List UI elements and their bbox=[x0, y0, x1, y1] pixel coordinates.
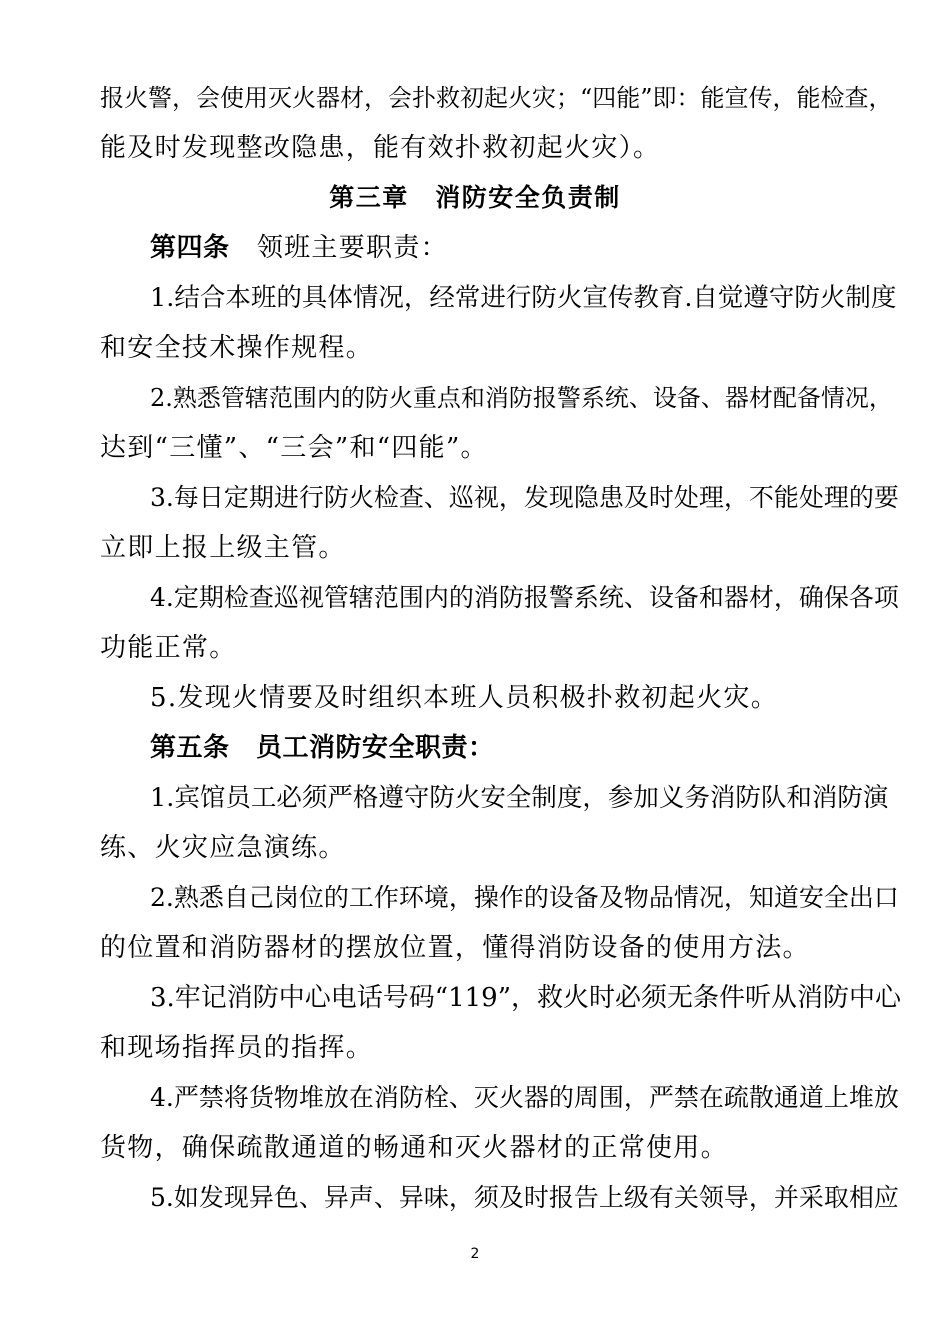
article-4-subtitle: 领班主要职责： bbox=[229, 233, 448, 263]
page-number: 2 bbox=[470, 1246, 480, 1262]
article-4-item-1-line-1: 1.结合本班的具体情况，经常进行防火宣传教育.自觉遵守防火制度 bbox=[150, 283, 897, 313]
article-5-item-2-line-1: 2.熟悉自己岗位的工作环境，操作的设备及物品情况，知道安全出口 bbox=[150, 883, 899, 912]
article-5-heading bbox=[150, 728, 900, 768]
article-5-subtitle: 员工消防安全职责： bbox=[229, 733, 495, 763]
article-5-item-3-line-2: 和现场指挥员的指挥。 bbox=[100, 1033, 374, 1063]
article-5-item-1-line-2: 练、火灾应急演练。 bbox=[100, 833, 346, 863]
article-5-item-4-line-2: 货物，确保疏散通道的畅通和灭火器材的正常使用。 bbox=[100, 1133, 728, 1163]
article-4-item-3-line-2: 立即上报上级主管。 bbox=[100, 533, 346, 563]
article-5-item-2-line-2: 的位置和消防器材的摆放位置，懂得消防设备的使用方法。 bbox=[100, 933, 810, 963]
article-5-item-5-line-1: 5.如发现异色、异声、异味，须及时报告上级有关领导，并采取相应 bbox=[150, 1183, 899, 1212]
text-line: 报火警，会使用灭火器材，会扑救初起火灾；“四能”即：能宣传，能检查， bbox=[100, 84, 893, 112]
article-5-title: 第五条 bbox=[150, 733, 230, 763]
article-4-item-2-line-2: 达到“三懂”、“三会”和“四能”。 bbox=[100, 433, 488, 463]
article-4-heading bbox=[150, 228, 900, 268]
article-5-item-4-line-1: 4.严禁将货物堆放在消防栓、灭火器的周围，严禁在疏散通道上堆放 bbox=[150, 1083, 899, 1112]
article-4-item-5-line-1: 5.发现火情要及时组织本班人员积极扑救初起火灾。 bbox=[150, 683, 779, 713]
chapter-title: 第三章 消防安全负责制 bbox=[329, 183, 621, 212]
article-5-item-3-line-1: 3.牢记消防中心电话号码“119”，救火时必须无条件听从消防中心 bbox=[150, 983, 902, 1013]
article-5-item-1-line-1: 1.宾馆员工必须严格遵守防火安全制度，参加义务消防队和消防演 bbox=[150, 783, 889, 813]
article-4-item-2-line-1: 2.熟悉管辖范围内的防火重点和消防报警系统、设备、器材配备情况， bbox=[150, 384, 893, 412]
article-4-item-3-line-1: 3.每日定期进行防火检查、巡视，发现隐患及时处理，不能处理的要 bbox=[150, 483, 899, 512]
article-4-item-4-line-1: 4.定期检查巡视管辖范围内的消防报警系统、设备和器材，确保各项 bbox=[150, 583, 899, 612]
text-line: 能及时发现整改隐患，能有效扑救初起火灾）。 bbox=[100, 133, 661, 163]
article-4-item-4-line-2: 功能正常。 bbox=[100, 633, 237, 663]
article-4-title: 第四条 bbox=[150, 233, 230, 263]
article-4-item-1-line-2: 和安全技术操作规程。 bbox=[100, 333, 374, 363]
